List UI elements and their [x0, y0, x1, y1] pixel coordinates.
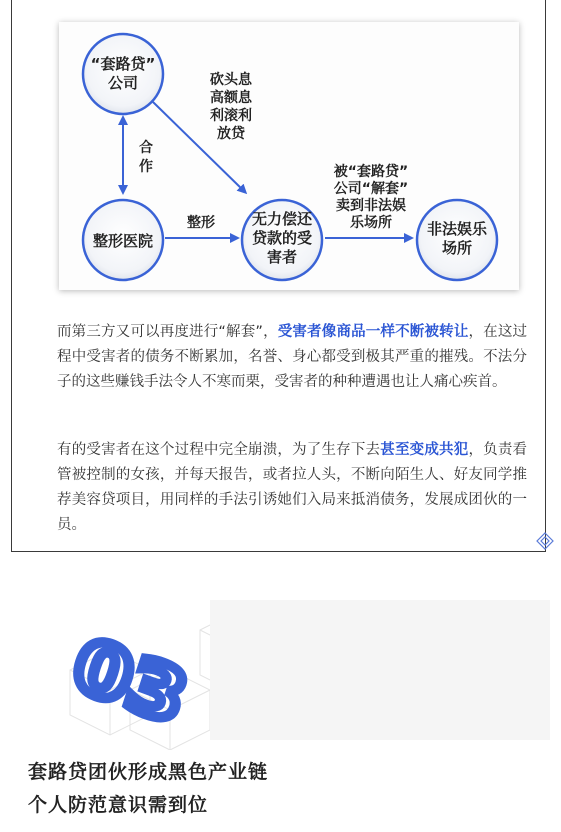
diamond-icon — [536, 532, 554, 550]
section-number — [63, 622, 196, 741]
svg-text:03: 03 — [63, 622, 197, 742]
paragraph-2-highlight: 甚至变成共犯 — [380, 442, 469, 458]
node-clinic-label: 整形医院 — [92, 232, 154, 250]
label-surgery: 整形 — [187, 215, 215, 231]
paragraph-2-text-a: 有的受害者在这个过程中完全崩溃，为了生存下去 — [57, 442, 381, 458]
section-number-graphic — [40, 590, 560, 750]
paragraph-2 — [57, 438, 527, 538]
flow-diagram-svg — [59, 22, 519, 290]
label-loan-line2: 高额息 — [210, 90, 252, 106]
label-sold-line3: 卖到非法娱 — [336, 198, 406, 214]
node-victim — [242, 200, 322, 280]
label-sold — [334, 163, 408, 231]
section-title-line2: 个人防范意识需到位 — [28, 794, 209, 816]
node-company-line2: 公司 — [107, 74, 139, 92]
label-sold-line1: 被“套路贷” — [333, 164, 409, 180]
node-victim-line1: 无力偿还 — [251, 210, 313, 228]
label-cooperate-line1: 合 — [139, 140, 153, 156]
label-sold-line2: 公司“解套” — [333, 181, 409, 197]
node-venue-line1: 非法娱乐 — [426, 220, 488, 238]
label-loan-line4: 放贷 — [217, 126, 245, 142]
paragraph-1-highlight: 受害者像商品一样不断被转让 — [277, 324, 469, 340]
node-victim-line2: 贷款的受 — [251, 229, 313, 247]
paragraph-2-text-b: ，负责看管被控制的女孩，并每天报告，或者拉人头，不断向陌生人、好友同学推荐美容贷项目，用同样的手法引诱她们入局来抵消债务，发展成团伙的一员。 — [57, 442, 528, 533]
label-cooperate — [139, 139, 153, 175]
label-loan-line1: 砍头息 — [210, 72, 252, 88]
paragraph-1-text-a: 而第三方又可以再度进行“解套”， — [57, 324, 278, 340]
node-clinic — [83, 200, 163, 280]
node-venue — [417, 200, 497, 280]
paragraph-1 — [57, 320, 527, 395]
node-venue-line2: 场所 — [441, 239, 473, 257]
label-sold-line4: 乐场所 — [350, 215, 392, 231]
flow-diagram — [59, 22, 519, 290]
section-title-line1: 套路贷团伙形成黑色产业链 — [28, 761, 269, 783]
label-loan-line3: 利滚利 — [210, 108, 252, 124]
label-cooperate-line2: 作 — [139, 159, 153, 175]
node-company-line1: “套路贷” — [90, 55, 156, 73]
node-company — [83, 34, 163, 114]
paragraph-1-text-b: ，在这过程中受害者的债务不断累加，名誉、身心都受到极其严重的摧残。不法分子的这些赚钱手法令人不寒而栗，受害者的种种遭遇也让人痛心疾首。 — [57, 324, 528, 390]
label-loan — [210, 71, 253, 142]
article-frame — [11, 0, 546, 552]
node-victim-line3: 害者 — [266, 248, 298, 266]
